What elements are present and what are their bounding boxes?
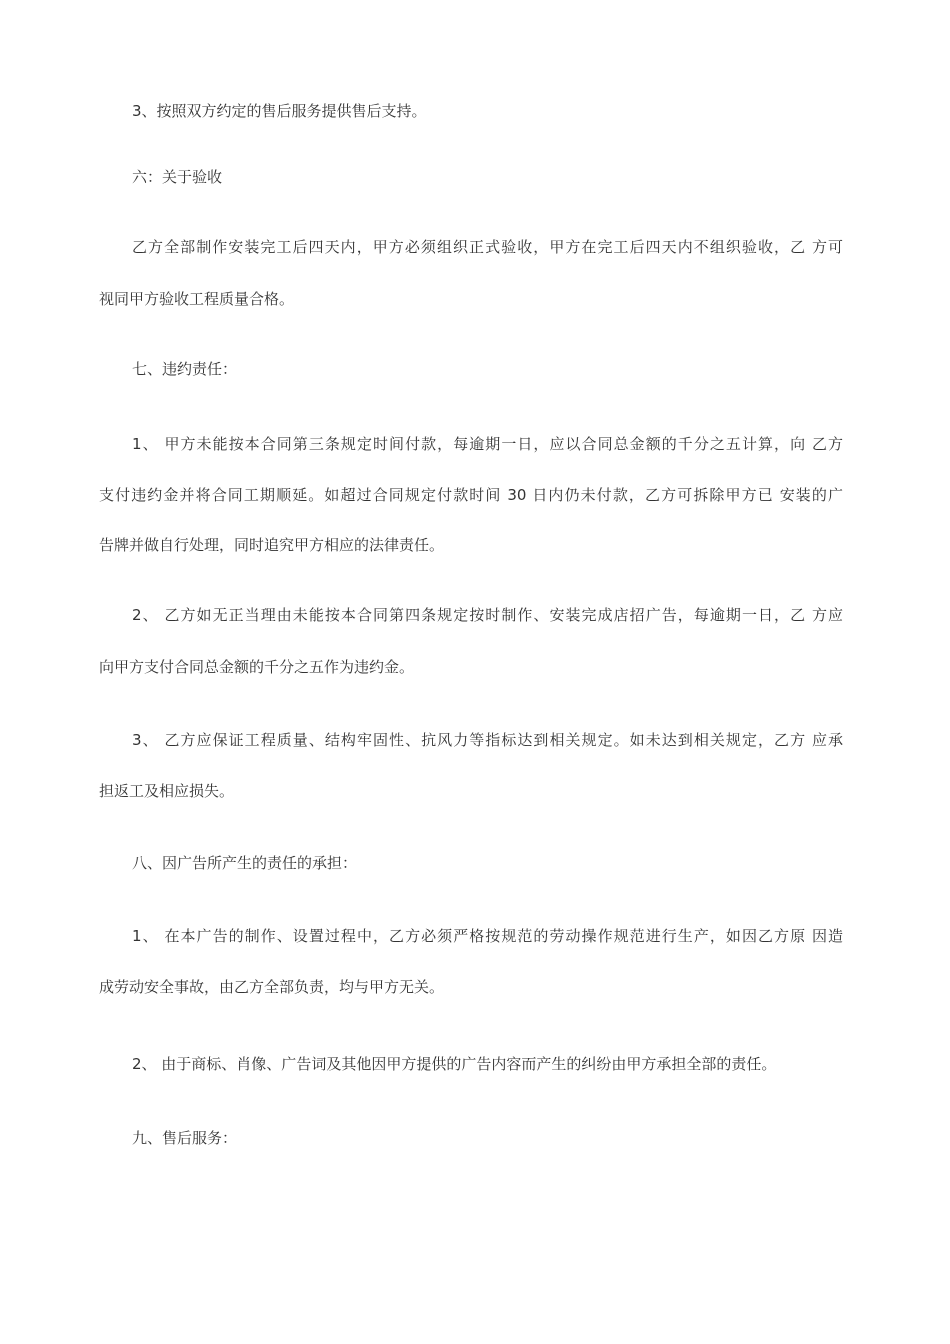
section-9-heading: 九、售后服务： xyxy=(132,1129,238,1147)
section-6-paragraph-line-1: 乙方全部制作安装完工后四天内，甲方必须组织正式验收，甲方在完工后四天内不组织验收，乙 方可 xyxy=(132,238,843,256)
clause-7-1-line-2: 支付违约金并将合同工期顺延。如超过合同规定付款时间 30 日内仍未付款，乙方可拆除甲方已 安装的广 xyxy=(99,486,843,504)
clause-6-3-line: 3、按照双方约定的售后服务提供售后支持。 xyxy=(132,102,427,120)
clause-7-2-line-2: 向甲方支付合同总金额的千分之五作为违约金。 xyxy=(99,658,415,676)
section-8-heading: 八、因广告所产生的责任的承担： xyxy=(132,854,358,872)
section-7-heading: 七、违约责任： xyxy=(132,360,238,378)
clause-8-1-line-1: 1、 在本广告的制作、设置过程中，乙方必须严格按规范的劳动操作规范进行生产，如因乙方原 因造 xyxy=(132,927,843,945)
clause-7-3-line-1: 3、 乙方应保证工程质量、结构牢固性、抗风力等指标达到相关规定。如未达到相关规定，乙方 应承 xyxy=(132,731,843,749)
section-6-paragraph-line-2: 视同甲方验收工程质量合格。 xyxy=(99,290,295,308)
clause-7-1-line-1: 1、 甲方未能按本合同第三条规定时间付款，每逾期一日，应以合同总金额的千分之五计算，向 乙方 xyxy=(132,435,843,453)
clause-7-2-line-1: 2、 乙方如无正当理由未能按本合同第四条规定按时制作、安装完成店招广告，每逾期一日，乙 方应 xyxy=(132,606,843,624)
clause-8-2-line: 2、 由于商标、肖像、广告词及其他因甲方提供的广告内容而产生的纠纷由甲方承担全部的责任。 xyxy=(132,1055,777,1073)
clause-7-1-line-3: 告牌并做自行处理，同时追究甲方相应的法律责任。 xyxy=(99,536,445,554)
clause-8-1-line-2: 成劳动安全事故，由乙方全部负责，均与甲方无关。 xyxy=(99,978,445,996)
clause-7-3-line-2: 担返工及相应损失。 xyxy=(99,782,235,800)
section-6-heading: 六：关于验收 xyxy=(132,168,223,186)
